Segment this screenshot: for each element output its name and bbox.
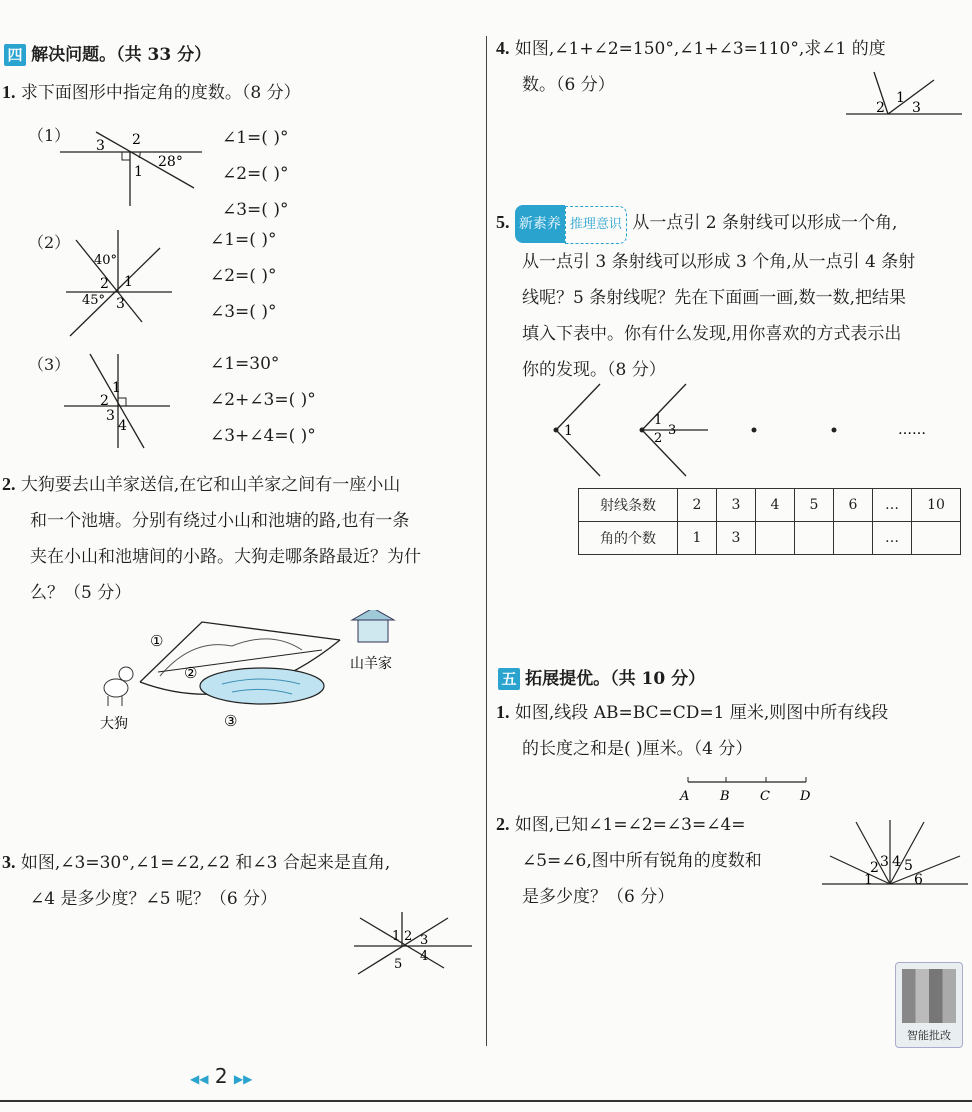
- route-3-label: ③: [224, 712, 238, 730]
- fig-label: 1: [134, 164, 143, 180]
- answer-blank[interactable]: ∠1=( )°: [210, 230, 277, 250]
- point-label: B: [720, 789, 730, 804]
- q3-text: 3. 如图,∠3=30°,∠1=∠2,∠2 和∠3 合起来是直角, ∠4 是多少度？∠5 呢？（6 分）: [2, 852, 391, 909]
- fig-label: 1: [392, 929, 401, 944]
- fig-label: 1: [112, 380, 121, 396]
- q1-part3-answers: [210, 346, 316, 454]
- fig-label: 40°: [94, 253, 118, 268]
- q1-part1-answers: [222, 120, 288, 228]
- fig-label: 45°: [82, 293, 106, 308]
- q1-prompt: 1. 求下面图形中指定角的度数。（8 分）: [2, 82, 301, 103]
- fig-label: 2: [654, 431, 663, 446]
- fig-label: 5: [904, 858, 913, 874]
- fig-label: 6: [914, 872, 923, 888]
- answer-blank[interactable]: ∠2+∠3=( )°: [210, 390, 316, 410]
- page-bottom-rule: [0, 1100, 972, 1102]
- prev-page-icon[interactable]: ◀◀: [190, 1072, 209, 1086]
- dog-label: 大狗: [100, 716, 128, 732]
- qr-code-icon: [902, 969, 956, 1023]
- q2-route-figure: [92, 610, 412, 740]
- q1-part2-label: （2）: [28, 233, 71, 252]
- answer-blank[interactable]: ∠2=( )°: [210, 266, 277, 286]
- fig-label: 4: [420, 949, 429, 964]
- answer-blank[interactable]: ∠3=( )°: [222, 200, 289, 220]
- answer-blank[interactable]: ∠3+∠4=( )°: [210, 426, 316, 446]
- column-divider: [486, 36, 487, 1046]
- q3-figure: [350, 908, 475, 978]
- q1-part3-figure: [60, 350, 175, 450]
- q1-part3-label: （3）: [28, 355, 71, 374]
- fig-label: 3: [116, 296, 125, 312]
- reasoning-tag: 推理意识: [565, 206, 627, 244]
- q5-text: 5. 新素养 推理意识 从一点引 2 条射线可以形成一个角, 从一点引 3 条射线可以形成 3 个角,从一点引 4 条射 线呢？5 条射线呢？先在下面画一画,数一数,把结果 填入下表中。你有什么发现,用你喜欢的方式表示出 你的发现。（8 分）: [496, 204, 915, 388]
- q4-text: 4. 如图,∠1+∠2=150°,∠1+∠3=110°,求∠1 的度 数。（6 分）: [496, 38, 886, 95]
- section5-badge: 五: [498, 668, 520, 690]
- q4-figure: [844, 70, 964, 120]
- q5-ray-figures: [548, 380, 948, 480]
- point-label: D: [800, 789, 811, 804]
- q1-part2-figure: [60, 226, 175, 338]
- fig-label: 3: [96, 138, 105, 154]
- fig-label: 5: [394, 957, 403, 972]
- fig-label: 1: [896, 90, 905, 106]
- ellipsis: ……: [898, 422, 926, 438]
- route-2-label: ②: [184, 664, 198, 682]
- dog-icon: [104, 667, 133, 706]
- new-literacy-tag: 新素养: [515, 205, 565, 243]
- fig-label: 2: [132, 132, 141, 148]
- route-1-label: ①: [150, 632, 164, 650]
- point-label: C: [760, 789, 770, 804]
- fig-label: 2: [404, 929, 413, 944]
- fig-label: 28°: [158, 154, 183, 170]
- fig-label: 3: [106, 408, 115, 424]
- given-angle: ∠1=30°: [210, 354, 280, 374]
- fig-label: 3: [912, 100, 921, 116]
- fig-label: 1: [124, 274, 133, 290]
- answer-blank[interactable]: ∠2=( )°: [222, 164, 289, 184]
- fig-label: 2: [100, 276, 109, 292]
- s5-q1-text: 1. 如图,线段 AB=BC=CD=1 厘米,则图中所有线段 的长度之和是( )厘米。（4 分）: [496, 702, 889, 759]
- s5-q2-text: 2. 如图,已知∠1=∠2=∠3=∠4= ∠5=∠6,图中所有锐角的度数和 是多少度？（6 分）: [496, 814, 762, 907]
- fig-label: 4: [118, 418, 127, 434]
- page-number: 2: [214, 1064, 228, 1088]
- fig-label: 3: [420, 933, 429, 948]
- rays-angles-table: [578, 488, 961, 555]
- table-row: 射线条数 2 3 4 5 6 … 10: [579, 489, 961, 522]
- goat-house-icon: [352, 610, 394, 642]
- q1-part1-figure: [56, 118, 206, 208]
- fig-label: 1: [864, 872, 873, 888]
- fig-label: 2: [876, 100, 885, 116]
- s5-q2-fan-figure: [820, 816, 970, 888]
- table-row: 角的个数 1 3 …: [579, 522, 961, 555]
- answer-blank[interactable]: ∠1=( )°: [222, 128, 289, 148]
- ray-origin-dot: [832, 428, 837, 433]
- section4-badge: 四: [4, 44, 26, 66]
- point-label: A: [680, 789, 690, 804]
- q2-text: 2. 大狗要去山羊家送信,在它和山羊家之间有一座小山 和一个池塘。分别有绕过小山和池塘的路,也有一条 夹在小山和池塘间的小路。大狗走哪条路最近？为什 么？（5 分）: [2, 474, 421, 603]
- fig-label: 2: [100, 393, 109, 409]
- section5-header: [498, 664, 705, 690]
- q1-part1-label: （1）: [28, 126, 71, 145]
- page-number-nav: [190, 1064, 252, 1088]
- fig-label: 3: [880, 854, 889, 870]
- ray-origin-dot: [752, 428, 757, 433]
- section4-header: [4, 40, 211, 66]
- section5-title: 拓展提优。（共 10 分）: [525, 669, 706, 689]
- fig-label: 3: [668, 423, 677, 438]
- fig-label: 4: [892, 854, 901, 870]
- qr-label: 智能批改: [907, 1029, 951, 1042]
- goat-house-label: 山羊家: [350, 656, 392, 672]
- fig-label: 1: [654, 413, 663, 428]
- section4-title: 解决问题。（共 33 分）: [31, 45, 212, 65]
- q1-part2-answers: [210, 222, 276, 330]
- fig-label: 1: [564, 423, 573, 439]
- answer-blank[interactable]: ∠3=( )°: [210, 302, 277, 322]
- fig-label: 2: [870, 860, 879, 876]
- smart-grading-qr[interactable]: [895, 962, 963, 1048]
- segment-figure: [676, 774, 816, 804]
- next-page-icon[interactable]: ▶▶: [233, 1072, 253, 1086]
